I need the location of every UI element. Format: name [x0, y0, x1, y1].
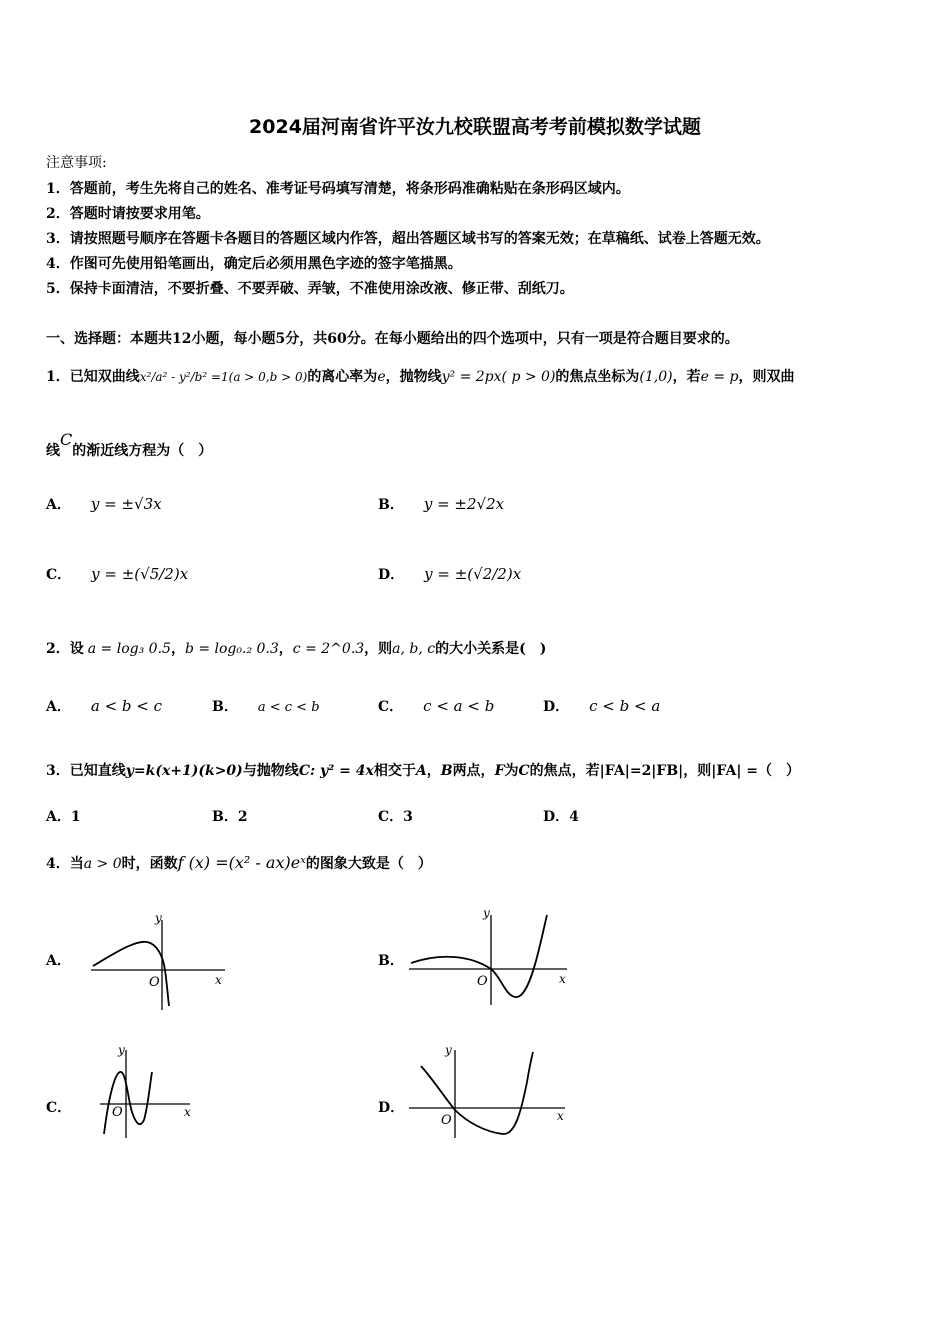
question-1-stem-cont: 线C的渐近线方程为（ ）	[46, 430, 213, 459]
q4-option-a[interactable]: A．	[46, 953, 71, 969]
q1-option-d[interactable]: D． y = ±(√2/2)x	[378, 565, 522, 583]
svg-text:O: O	[441, 1113, 452, 1128]
page-title: 2024届河南省许平汝九校联盟高考考前模拟数学试题	[249, 116, 701, 138]
q4-option-b[interactable]: B．	[378, 953, 404, 969]
curve	[93, 942, 169, 1006]
graph-d[interactable]	[405, 1042, 570, 1142]
hyperbola-equation: x²/a² - y²/b² =1(a > 0,b > 0)	[139, 370, 308, 384]
question-1-stem: 1．已知双曲线x²/a² - y²/b² =1(a > 0,b > 0)的离心率为e，抛物线y² = 2px( p > 0)的焦点坐标为(1,0)，若e = p，则双曲	[46, 369, 795, 385]
q3-option-b[interactable]: B．2	[212, 809, 248, 825]
note-item: 3．请按照题号顺序在答题卡各题目的答题区域内作答，超出答题区域书写的答案无效；在草稿纸、试卷上答题无效。	[46, 231, 770, 247]
q3-option-a[interactable]: A．1	[46, 809, 81, 825]
svg-text:x: x	[559, 972, 566, 986]
q4-option-d[interactable]: D．	[378, 1100, 405, 1116]
graph-c[interactable]	[98, 1042, 198, 1142]
question-4-stem: 4．当a > 0时，函数f (x) =(x² - ax)eˣ的图象大致是（ ）	[46, 853, 432, 872]
parabola-equation: y² = 2px( p > 0)	[441, 369, 556, 385]
note-item: 1．答题前，考生先将自己的姓名、准考证号码填写清楚，将条形码准确粘贴在条形码区域内。	[46, 181, 630, 197]
q2-option-a[interactable]: A． a < b < c	[46, 697, 163, 715]
q1-option-b[interactable]: B． y = ±2√2x	[378, 495, 505, 513]
svg-text:O: O	[477, 974, 488, 989]
q4-option-c[interactable]: C．	[46, 1100, 72, 1116]
svg-text:x: x	[215, 973, 222, 987]
curve	[104, 1072, 152, 1134]
svg-text:y: y	[155, 911, 162, 925]
curve	[421, 1052, 533, 1134]
question-3-stem: 3．已知直线y=k(x+1)(k>0)与抛物线C: y² = 4x相交于A，B两点，F为C的焦点，若|FA|=2|FB|，则|FA| =（ ）	[46, 763, 801, 779]
notes-heading: 注意事项:	[46, 155, 107, 171]
svg-text:y: y	[483, 906, 490, 920]
q2-option-b[interactable]: B． a < c < b	[212, 699, 320, 715]
q3-option-c[interactable]: C．3	[378, 809, 413, 825]
q1-option-a[interactable]: A． y = ±√3x	[46, 495, 162, 513]
condition: e = p	[700, 369, 739, 385]
note-item: 4．作图可先使用铅笔画出，确定后必须用黑色字迹的签字笔描黑。	[46, 256, 462, 272]
section-heading: 一、选择题：本题共12小题，每小题5分，共60分。在每小题给出的四个选项中，只有一项是符合题目要求的。	[46, 331, 739, 347]
svg-text:x: x	[184, 1105, 191, 1119]
q3-option-d[interactable]: D．4	[543, 809, 579, 825]
q2-option-d[interactable]: D． c < b < a	[543, 697, 661, 715]
question-2-stem: 2．设 a = log₃ 0.5，b = log₀.₂ 0.3，c = 2^0.3，则a, b, c的大小关系是( )	[46, 641, 547, 657]
svg-text:O: O	[149, 975, 160, 990]
svg-text:O: O	[112, 1105, 123, 1120]
note-item: 2．答题时请按要求用笔。	[46, 206, 210, 222]
graph-a[interactable]	[85, 908, 235, 1013]
eccentricity: e	[377, 369, 386, 385]
q1-option-c[interactable]: C． y = ±(√5/2)x	[46, 565, 189, 583]
svg-text:x: x	[557, 1109, 564, 1123]
q2-option-c[interactable]: C． c < a < b	[378, 697, 495, 715]
svg-text:y: y	[118, 1043, 125, 1057]
focus-coordinate: (1,0)	[639, 369, 673, 385]
svg-text:y: y	[445, 1043, 452, 1057]
graph-b[interactable]	[405, 905, 575, 1010]
note-item: 5．保持卡面清洁，不要折叠、不要弄破、弄皱，不准使用涂改液、修正带、刮纸刀。	[46, 281, 574, 297]
